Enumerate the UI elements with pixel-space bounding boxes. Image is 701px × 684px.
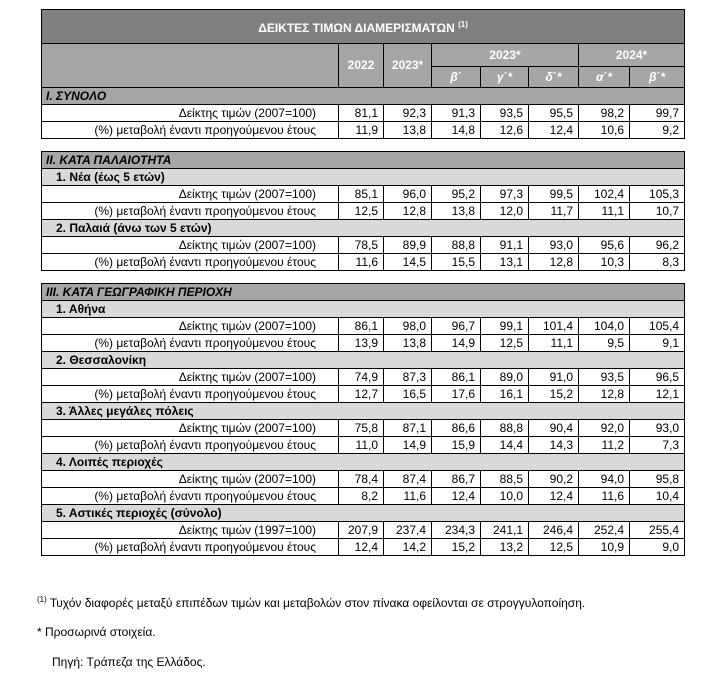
group-title: 5. Αστικές περιοχές (σύνολο) — [42, 505, 685, 522]
value-cell: 93,5 — [579, 369, 630, 386]
value-cell: 14,8 — [432, 122, 481, 139]
value-cell: 96,5 — [630, 369, 685, 386]
group-header-row — [42, 403, 685, 420]
table-row — [42, 186, 685, 203]
value-cell: 10,3 — [579, 254, 630, 271]
header-quarter: β΄* — [630, 67, 685, 88]
value-cell: 10,9 — [579, 539, 630, 556]
header-2024-quarters: 2024* — [579, 44, 685, 67]
value-cell: 12,8 — [384, 203, 432, 220]
value-cell: 8,2 — [339, 488, 384, 505]
header-quarter: δ΄* — [529, 67, 579, 88]
value-cell: 94,0 — [579, 471, 630, 488]
row-label: (%) μεταβολή έναντι προηγούμενου έτους — [42, 335, 339, 352]
value-cell: 10,7 — [630, 203, 685, 220]
group-title: 2. Θεσσαλονίκη — [42, 352, 685, 369]
value-cell: 11,0 — [339, 437, 384, 454]
value-cell: 86,1 — [339, 318, 384, 335]
value-cell: 87,3 — [384, 369, 432, 386]
value-cell: 92,0 — [579, 420, 630, 437]
value-cell: 14,9 — [432, 335, 481, 352]
value-cell: 9,0 — [630, 539, 685, 556]
section-spacer — [42, 271, 685, 284]
group-title: 2. Παλαιά (άνω των 5 ετών) — [42, 220, 685, 237]
footnote-text: Τυχόν διαφορές μεταξύ επιπέδων τιμών και μεταβολών στον πίνακα οφείλονται σε στρογγυλοποίηση. — [46, 596, 586, 610]
header-2022: 2022 — [339, 44, 384, 88]
group-title: 1. Αθήνα — [42, 301, 685, 318]
value-cell: 11,6 — [579, 488, 630, 505]
value-cell: 12,8 — [579, 386, 630, 403]
value-cell: 75,8 — [339, 420, 384, 437]
value-cell: 207,9 — [339, 522, 384, 539]
value-cell: 11,6 — [384, 488, 432, 505]
table-row — [42, 369, 685, 386]
group-title: 1. Νέα (έως 5 ετών) — [42, 169, 685, 186]
value-cell: 81,1 — [339, 105, 384, 122]
table-row — [42, 237, 685, 254]
table-row — [42, 437, 685, 454]
value-cell: 95,8 — [630, 471, 685, 488]
value-cell: 12,8 — [529, 254, 579, 271]
value-cell: 91,3 — [432, 105, 481, 122]
value-cell: 14,2 — [384, 539, 432, 556]
table-row — [42, 105, 685, 122]
value-cell: 10,0 — [481, 488, 529, 505]
table-row — [42, 318, 685, 335]
value-cell: 12,0 — [481, 203, 529, 220]
row-label: Δείκτης τιμών (2007=100) — [42, 237, 339, 254]
header-blank-cell — [42, 44, 339, 88]
value-cell: 93,0 — [630, 420, 685, 437]
value-cell: 105,3 — [630, 186, 685, 203]
value-cell: 98,0 — [384, 318, 432, 335]
value-cell: 12,5 — [529, 539, 579, 556]
value-cell: 89,9 — [384, 237, 432, 254]
value-cell: 102,4 — [579, 186, 630, 203]
header-2023-quarters: 2023* — [432, 44, 579, 67]
value-cell: 12,4 — [432, 488, 481, 505]
group-header-row — [42, 505, 685, 522]
value-cell: 13,8 — [432, 203, 481, 220]
value-cell: 87,4 — [384, 471, 432, 488]
value-cell: 99,7 — [630, 105, 685, 122]
value-cell: 12,6 — [481, 122, 529, 139]
value-cell: 14,3 — [529, 437, 579, 454]
value-cell: 13,1 — [481, 254, 529, 271]
table-row — [42, 539, 685, 556]
value-cell: 14,5 — [384, 254, 432, 271]
section-header-row — [42, 152, 685, 169]
header-quarter: α΄* — [579, 67, 630, 88]
value-cell: 11,2 — [579, 437, 630, 454]
value-cell: 12,7 — [339, 386, 384, 403]
header-2023: 2023* — [384, 44, 432, 88]
value-cell: 237,4 — [384, 522, 432, 539]
table-row — [42, 335, 685, 352]
value-cell: 17,6 — [432, 386, 481, 403]
section-title: I. ΣΥΝΟΛΟ — [42, 88, 685, 105]
footnote-marker: (1) — [37, 595, 47, 604]
value-cell: 252,4 — [579, 522, 630, 539]
value-cell: 11,1 — [529, 335, 579, 352]
value-cell: 88,8 — [432, 237, 481, 254]
table-row — [42, 522, 685, 539]
value-cell: 74,9 — [339, 369, 384, 386]
value-cell: 12,5 — [481, 335, 529, 352]
value-cell: 9,2 — [630, 122, 685, 139]
row-label: (%) μεταβολή έναντι προηγούμενου έτους — [42, 254, 339, 271]
table-row — [42, 254, 685, 271]
value-cell: 9,1 — [630, 335, 685, 352]
row-label: (%) μεταβολή έναντι προηγούμενου έτους — [42, 386, 339, 403]
value-cell: 96,2 — [630, 237, 685, 254]
row-label: (%) μεταβολή έναντι προηγούμενου έτους — [42, 203, 339, 220]
value-cell: 90,2 — [529, 471, 579, 488]
value-cell: 241,1 — [481, 522, 529, 539]
value-cell: 16,1 — [481, 386, 529, 403]
header-quarter: γ΄* — [481, 67, 529, 88]
value-cell: 9,5 — [579, 335, 630, 352]
group-header-row — [42, 220, 685, 237]
value-cell: 8,3 — [630, 254, 685, 271]
row-label: (%) μεταβολή έναντι προηγούμενου έτους — [42, 122, 339, 139]
value-cell: 89,0 — [481, 369, 529, 386]
table-title-text: ΔΕΙΚΤΕΣ ΤΙΜΩΝ ΔΙΑΜΕΡΙΣΜΑΤΩΝ — [258, 21, 455, 35]
value-cell: 12,4 — [529, 488, 579, 505]
source-note: Πηγή: Τράπεζα της Ελλάδος. — [52, 655, 206, 669]
value-cell: 11,9 — [339, 122, 384, 139]
value-cell: 13,8 — [384, 335, 432, 352]
group-header-row — [42, 169, 685, 186]
value-cell: 91,0 — [529, 369, 579, 386]
row-label: Δείκτης τιμών (2007=100) — [42, 369, 339, 386]
value-cell: 78,4 — [339, 471, 384, 488]
value-cell: 97,3 — [481, 186, 529, 203]
value-cell: 85,1 — [339, 186, 384, 203]
value-cell: 95,6 — [579, 237, 630, 254]
row-label: Δείκτης τιμών (2007=100) — [42, 186, 339, 203]
value-cell: 93,0 — [529, 237, 579, 254]
value-cell: 12,1 — [630, 386, 685, 403]
value-cell: 13,2 — [481, 539, 529, 556]
group-title: 3. Άλλες μεγάλες πόλεις — [42, 403, 685, 420]
spacer-cell — [42, 139, 685, 152]
provisional-note: * Προσωρινά στοιχεία. — [37, 625, 156, 639]
value-cell: 12,5 — [339, 203, 384, 220]
value-cell: 95,2 — [432, 186, 481, 203]
section-title: II. ΚΑΤΑ ΠΑΛΑΙΟΤΗΤΑ — [42, 152, 685, 169]
row-label: (%) μεταβολή έναντι προηγούμενου έτους — [42, 488, 339, 505]
row-label: (%) μεταβολή έναντι προηγούμενου έτους — [42, 539, 339, 556]
value-cell: 11,1 — [579, 203, 630, 220]
value-cell: 99,5 — [529, 186, 579, 203]
group-header-row — [42, 301, 685, 318]
value-cell: 12,4 — [529, 122, 579, 139]
row-label: Δείκτης τιμών (2007=100) — [42, 471, 339, 488]
row-label: (%) μεταβολή έναντι προηγούμενου έτους — [42, 437, 339, 454]
table-row — [42, 386, 685, 403]
value-cell: 91,1 — [481, 237, 529, 254]
value-cell: 86,1 — [432, 369, 481, 386]
value-cell: 104,0 — [579, 318, 630, 335]
row-label: Δείκτης τιμών (2007=100) — [42, 105, 339, 122]
value-cell: 88,5 — [481, 471, 529, 488]
value-cell: 13,9 — [339, 335, 384, 352]
value-cell: 16,5 — [384, 386, 432, 403]
value-cell: 246,4 — [529, 522, 579, 539]
footnote — [37, 595, 585, 610]
table-row — [42, 420, 685, 437]
table-title — [42, 10, 685, 44]
table-row — [42, 471, 685, 488]
group-header-row — [42, 454, 685, 471]
value-cell: 7,3 — [630, 437, 685, 454]
value-cell: 99,1 — [481, 318, 529, 335]
value-cell: 98,2 — [579, 105, 630, 122]
value-cell: 15,5 — [432, 254, 481, 271]
value-cell: 105,4 — [630, 318, 685, 335]
table-row — [42, 203, 685, 220]
value-cell: 14,9 — [384, 437, 432, 454]
value-cell: 15,2 — [529, 386, 579, 403]
table-body — [42, 88, 685, 556]
price-index-table — [41, 9, 685, 556]
value-cell: 95,5 — [529, 105, 579, 122]
value-cell: 92,3 — [384, 105, 432, 122]
value-cell: 86,7 — [432, 471, 481, 488]
group-title: 4. Λοιπές περιοχές — [42, 454, 685, 471]
value-cell: 15,9 — [432, 437, 481, 454]
value-cell: 90,4 — [529, 420, 579, 437]
value-cell: 10,6 — [579, 122, 630, 139]
value-cell: 234,3 — [432, 522, 481, 539]
value-cell: 13,8 — [384, 122, 432, 139]
group-header-row — [42, 352, 685, 369]
value-cell: 15,2 — [432, 539, 481, 556]
row-label: Δείκτης τιμών (2007=100) — [42, 420, 339, 437]
value-cell: 86,6 — [432, 420, 481, 437]
title-footnote-marker: (1) — [458, 20, 468, 29]
value-cell: 11,7 — [529, 203, 579, 220]
section-header-row — [42, 88, 685, 105]
value-cell: 88,8 — [481, 420, 529, 437]
value-cell: 101,4 — [529, 318, 579, 335]
value-cell: 11,6 — [339, 254, 384, 271]
table-row — [42, 122, 685, 139]
value-cell: 96,7 — [432, 318, 481, 335]
header-quarter: β΄ — [432, 67, 481, 88]
value-cell: 12,4 — [339, 539, 384, 556]
value-cell: 87,1 — [384, 420, 432, 437]
row-label: Δείκτης τιμών (2007=100) — [42, 318, 339, 335]
section-spacer — [42, 139, 685, 152]
value-cell: 96,0 — [384, 186, 432, 203]
value-cell: 10,4 — [630, 488, 685, 505]
table-row — [42, 488, 685, 505]
section-header-row — [42, 284, 685, 301]
spacer-cell — [42, 271, 685, 284]
row-label: Δείκτης τιμών (1997=100) — [42, 522, 339, 539]
section-title: III. ΚΑΤΑ ΓΕΩΓΡΑΦΙΚΗ ΠΕΡΙΟΧΗ — [42, 284, 685, 301]
value-cell: 78,5 — [339, 237, 384, 254]
value-cell: 255,4 — [630, 522, 685, 539]
value-cell: 93,5 — [481, 105, 529, 122]
value-cell: 14,4 — [481, 437, 529, 454]
